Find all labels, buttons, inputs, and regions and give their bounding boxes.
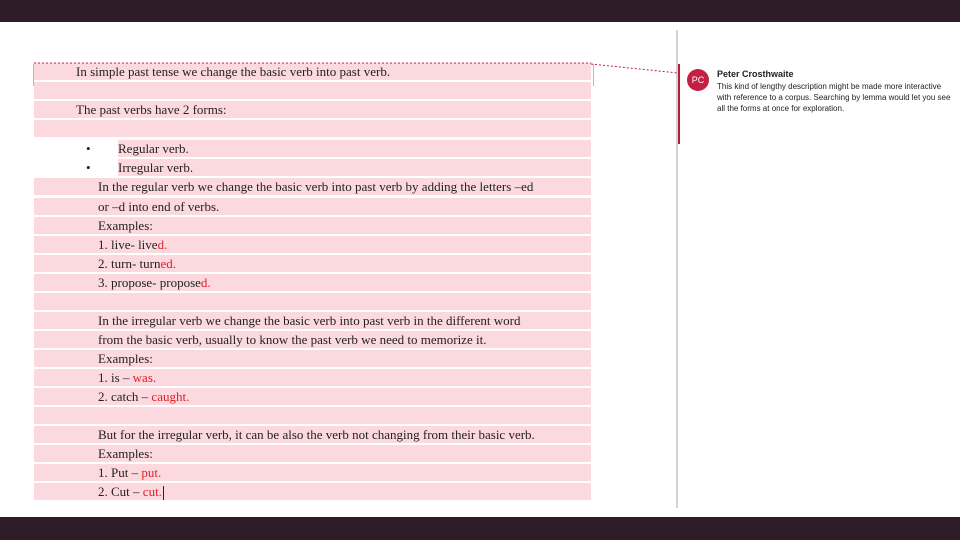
avatar: PC: [687, 69, 709, 91]
doc-line[interactable]: [34, 350, 591, 367]
bullet-icon: •: [86, 160, 91, 175]
doc-line[interactable]: [34, 464, 591, 481]
doc-line[interactable]: [34, 178, 591, 195]
top-frame-bar: [0, 0, 960, 22]
line-text: from the basic verb, usually to know the past verb we need to memorize it.: [98, 332, 487, 347]
line-prefix: 2. catch –: [98, 389, 152, 404]
line-text: [98, 464, 161, 481]
red-suffix: caught.: [151, 389, 190, 404]
comment-text: This kind of lengthy description might be made more interactive with reference to a corpus. Searching by lemma would let you see all the forms at once for exploration.: [717, 82, 951, 113]
doc-line[interactable]: [34, 120, 591, 137]
list-item[interactable]: [86, 159, 591, 176]
line-text: In simple past tense we change the basic verb into past verb.: [76, 64, 391, 79]
doc-line[interactable]: [34, 407, 591, 424]
line-text: [98, 236, 167, 253]
line-text: Regular verb.: [118, 141, 189, 156]
red-suffix: cut.: [142, 484, 162, 499]
red-suffix: d.: [200, 275, 211, 290]
line-prefix: 1. Put –: [98, 465, 142, 480]
comment-author: Peter Crosthwaite: [717, 69, 794, 79]
line-text: [98, 369, 156, 386]
doc-line[interactable]: [34, 293, 591, 310]
red-suffix: ed.: [160, 256, 176, 271]
doc-line[interactable]: [34, 426, 591, 443]
line-text: Examples:: [98, 218, 153, 233]
line-prefix: 1. is –: [98, 370, 133, 385]
line-text: In the irregular verb we change the basic verb into past verb in the different word: [98, 313, 521, 328]
red-suffix: was.: [132, 370, 157, 385]
doc-line[interactable]: [34, 63, 591, 80]
doc-line[interactable]: [34, 483, 591, 500]
doc-line[interactable]: [34, 388, 591, 405]
comment-card[interactable]: [678, 64, 960, 144]
line-text: In the regular verb we change the basic verb into past verb by adding the letters –ed: [98, 179, 534, 194]
doc-line[interactable]: [34, 331, 591, 348]
doc-line[interactable]: [34, 312, 591, 329]
list-item[interactable]: [86, 140, 591, 157]
doc-line[interactable]: [34, 101, 591, 118]
doc-line[interactable]: [34, 217, 591, 234]
line-text: or –d into end of verbs.: [98, 199, 220, 214]
line-text: Examples:: [98, 351, 153, 366]
line-text: The past verbs have 2 forms:: [76, 102, 227, 117]
line-text: Irregular verb.: [118, 160, 194, 175]
red-suffix: put.: [141, 465, 162, 480]
line-prefix: 3. propose- propose: [98, 275, 201, 290]
red-suffix: d.: [157, 237, 168, 252]
doc-line[interactable]: [34, 445, 591, 462]
line-text: Examples:: [98, 446, 153, 461]
bottom-frame-bar: [0, 517, 960, 540]
doc-line[interactable]: [34, 198, 591, 215]
doc-line[interactable]: [34, 369, 591, 386]
doc-line[interactable]: [34, 255, 591, 272]
line-text: [98, 274, 211, 291]
doc-line[interactable]: [34, 274, 591, 291]
line-text: [98, 483, 164, 500]
line-prefix: 2. Cut –: [98, 484, 143, 499]
text-cursor: [163, 486, 164, 500]
line-text: [98, 388, 189, 405]
bullet-icon: •: [86, 141, 91, 156]
line-text: [98, 255, 176, 272]
line-text: But for the irregular verb, it can be also the verb not changing from their basic verb.: [98, 427, 535, 442]
doc-line[interactable]: [34, 236, 591, 253]
comment-accent-bar: [678, 64, 680, 144]
doc-line[interactable]: [34, 82, 591, 99]
line-prefix: 1. live- live: [98, 237, 158, 252]
line-prefix: 2. turn- turn: [98, 256, 161, 271]
